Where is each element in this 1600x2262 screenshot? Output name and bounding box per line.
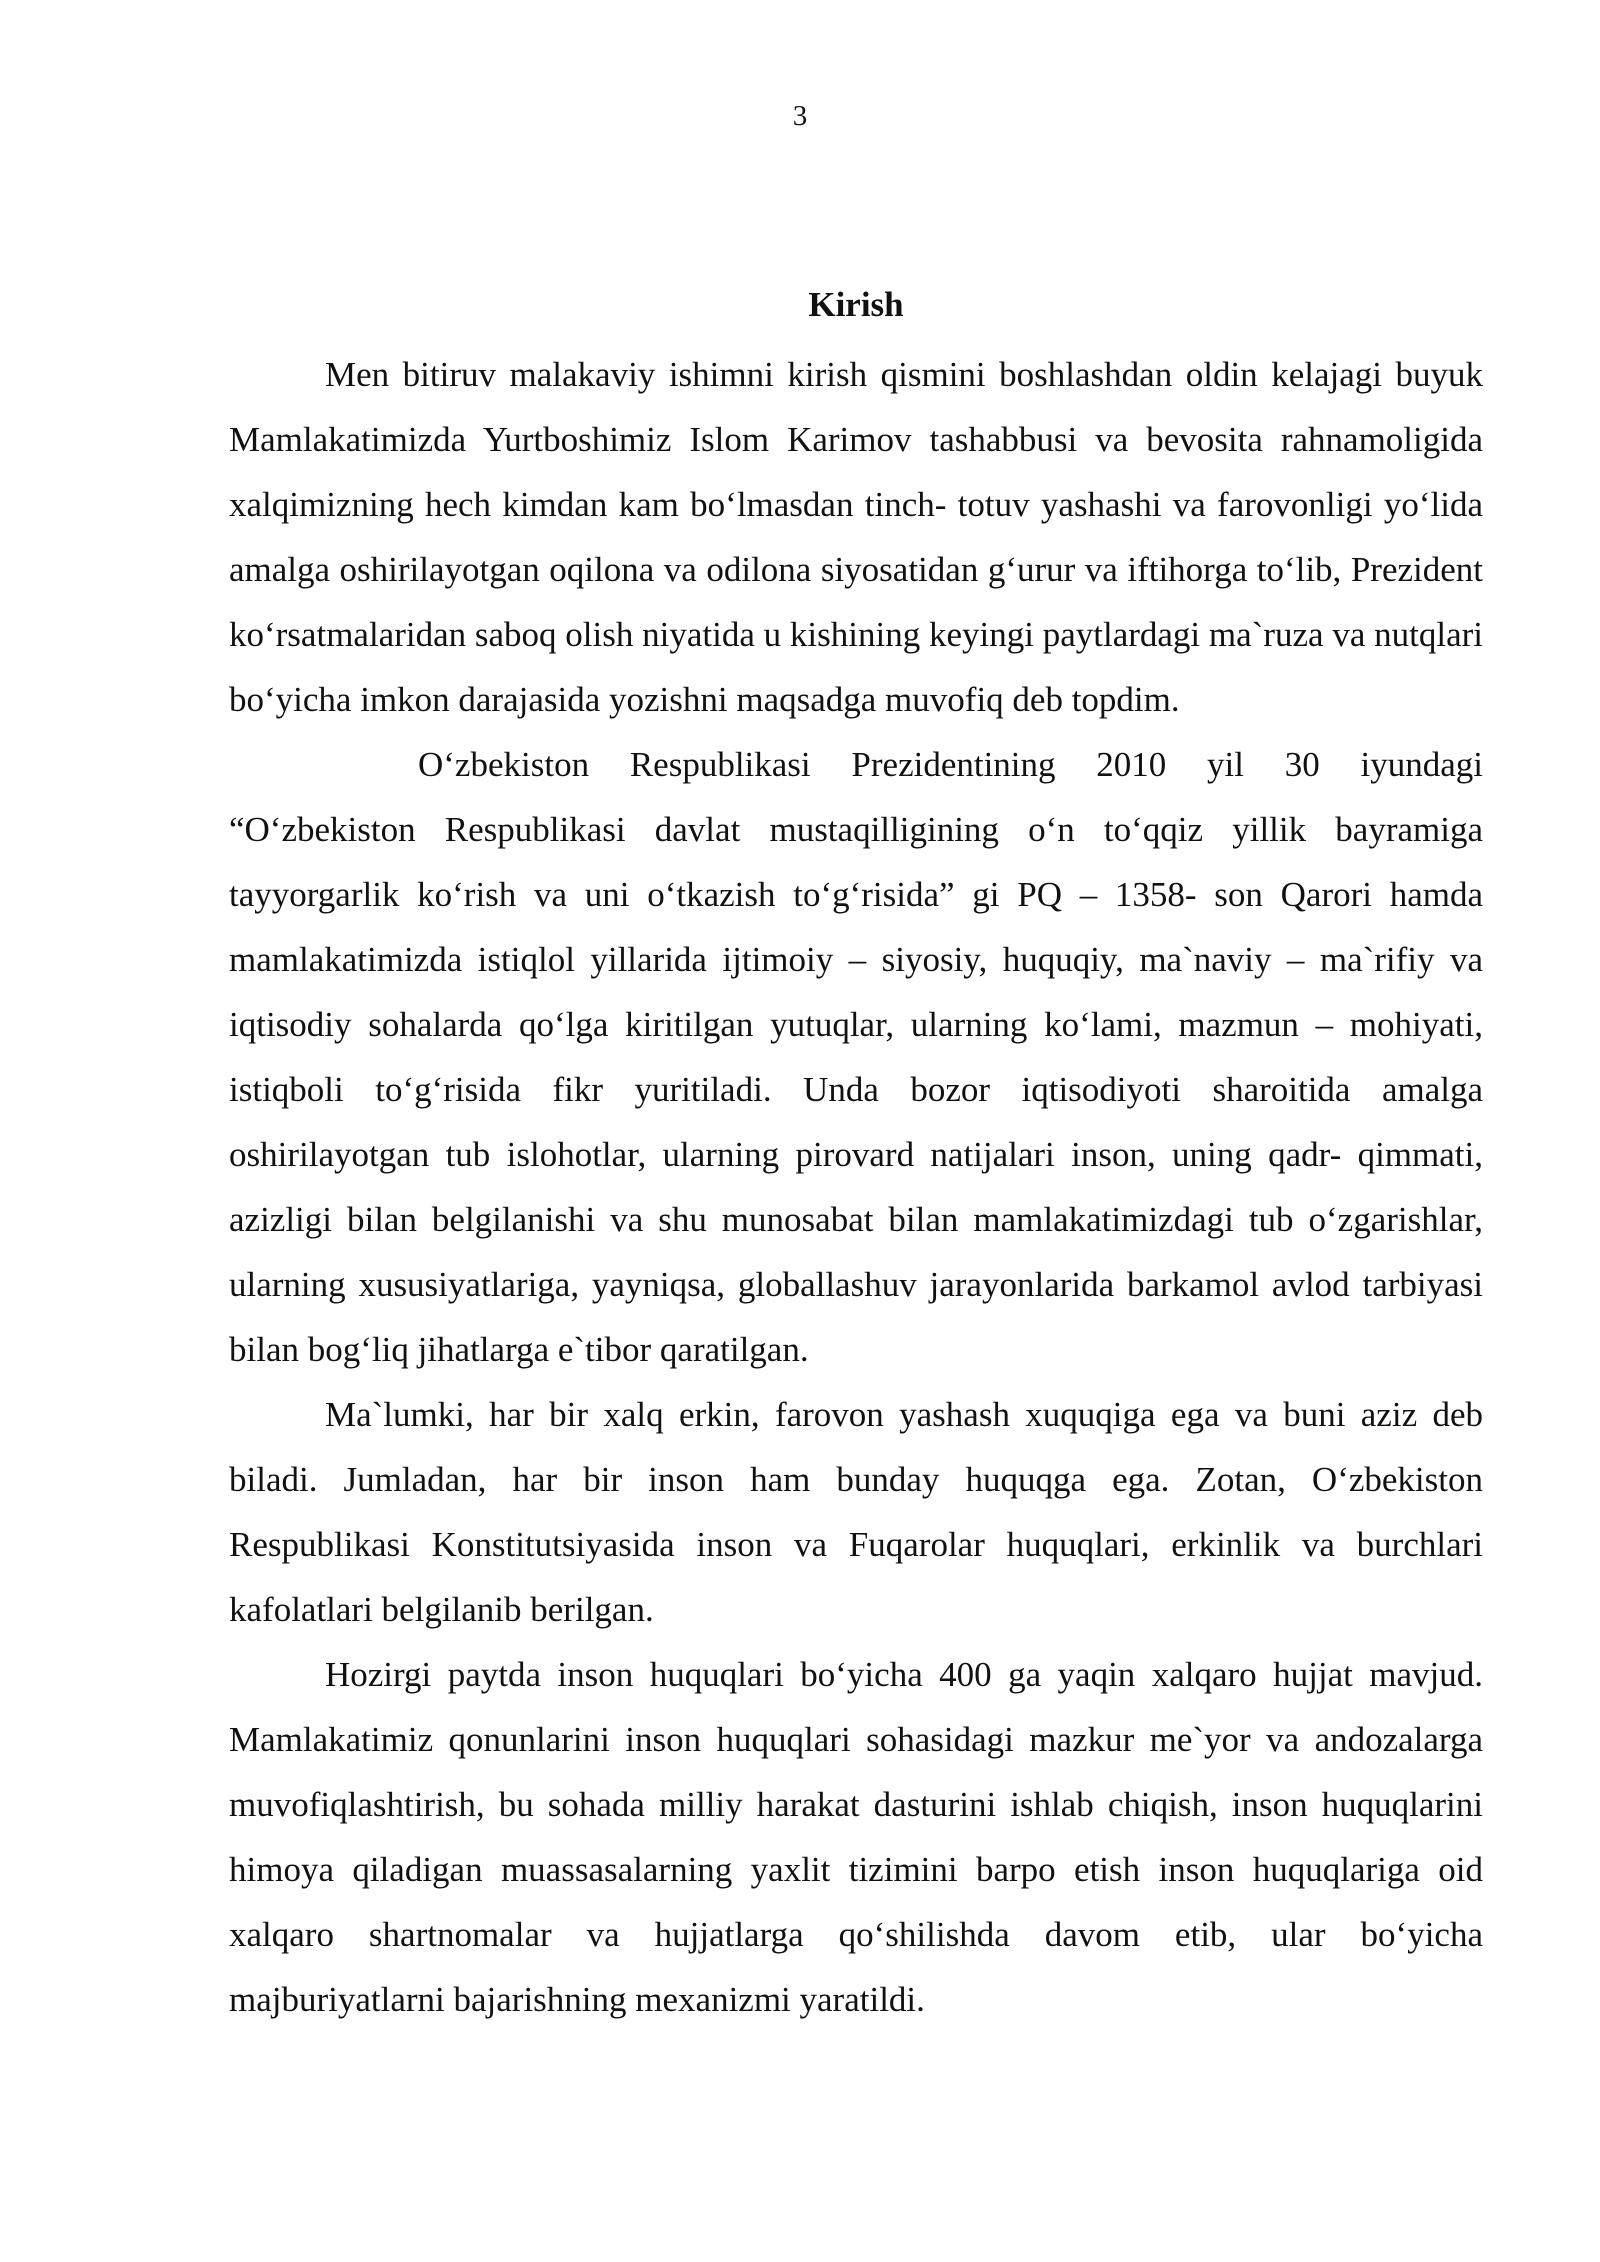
paragraph-3: Ma`lumki, har bir xalq erkin, farovon yashash xuquqiga ega va buni aziz deb biladi. Jumladan, har bir inson ham bunday huquqga ega. Zotan, O‘zbekiston Respublikasi Konstitutsiyasida inson va Fuqarolar huquqlari, erkinlik va burchlari kafolatlari belgilanib berilgan. (229, 1395, 1483, 1629)
paragraph-4: Hozirgi paytda inson huquqlari bo‘yicha 400 ga yaqin xalqaro hujjat mavjud. Mamlakatimiz qonunlarini inson huquqlari sohasidagi mazkur me`yor va andozalarga muvofiqlashtirish, bu sohada milliy harakat dasturini ishlab chiqish, inson huquqlarini himoya qiladigan muassasalarning yaxlit tizimini barpo etish inson huquqlariga oid xalqaro shartnomalar va hujjatlarga qo‘shilishda davom etib, ular bo‘yicha majburiyatlarni bajarishning mexanizmi yaratildi. (229, 1655, 1483, 2019)
section-title: Kirish (808, 285, 904, 324)
paragraph-1: Men bitiruv malakaviy ishimni kirish qismini boshlashdan oldin kelajagi buyuk Mamlakatimizda Yurtboshimiz Islom Karimov tashabbusi va bevosita rahnamoligida xalqimizning hech kimdan kam bo‘lmasdan tinch- totuv yashashi va farovonligi yo‘lida amalga oshirilayotgan oqilona va odilona siyosatidan g‘urur va iftihorga to‘lib, Prezident ko‘rsatmalaridan saboq olish niyatida u kishining keyingi paytlardagi ma`ruza va nutqlari bo‘yicha imkon darajasida yozishni maqsadga muvofiq deb topdim. (229, 355, 1483, 719)
page-content (229, 282, 1483, 2032)
page-number: 3 (792, 100, 808, 132)
paragraph-2: O‘zbekiston Respublikasi Prezidentining 2010 yil 30 iyundagi “O‘zbekiston Respublikasi davlat mustaqilligining o‘n to‘qqiz yillik bayramiga tayyorgarlik ko‘rish va uni o‘tkazish to‘g‘risida” gi PQ – 1358- son Qarori hamda mamlakatimizda istiqlol yillarida ijtimoiy – siyosiy, huquqiy, ma`naviy – ma`rifiy va iqtisodiy sohalarda qo‘lga kiritilgan yutuqlar, ularning ko‘lami, mazmun – mohiyati, istiqboli to‘g‘risida fikr yuritiladi. Unda bozor iqtisodiyoti sharoitida amalga oshirilayotgan tub islohotlar, ularning pirovard natijalari inson, uning qadr- qimmati, azizligi bilan belgilanishi va shu munosabat bilan mamlakatimizdagi tub o‘zgarishlar, ularning xususiyatlariga, yayniqsa, globallashuv jarayonlarida barkamol avlod tarbiyasi bilan bog‘liq jihatlarga e`tibor qaratilgan. (229, 745, 1483, 1369)
